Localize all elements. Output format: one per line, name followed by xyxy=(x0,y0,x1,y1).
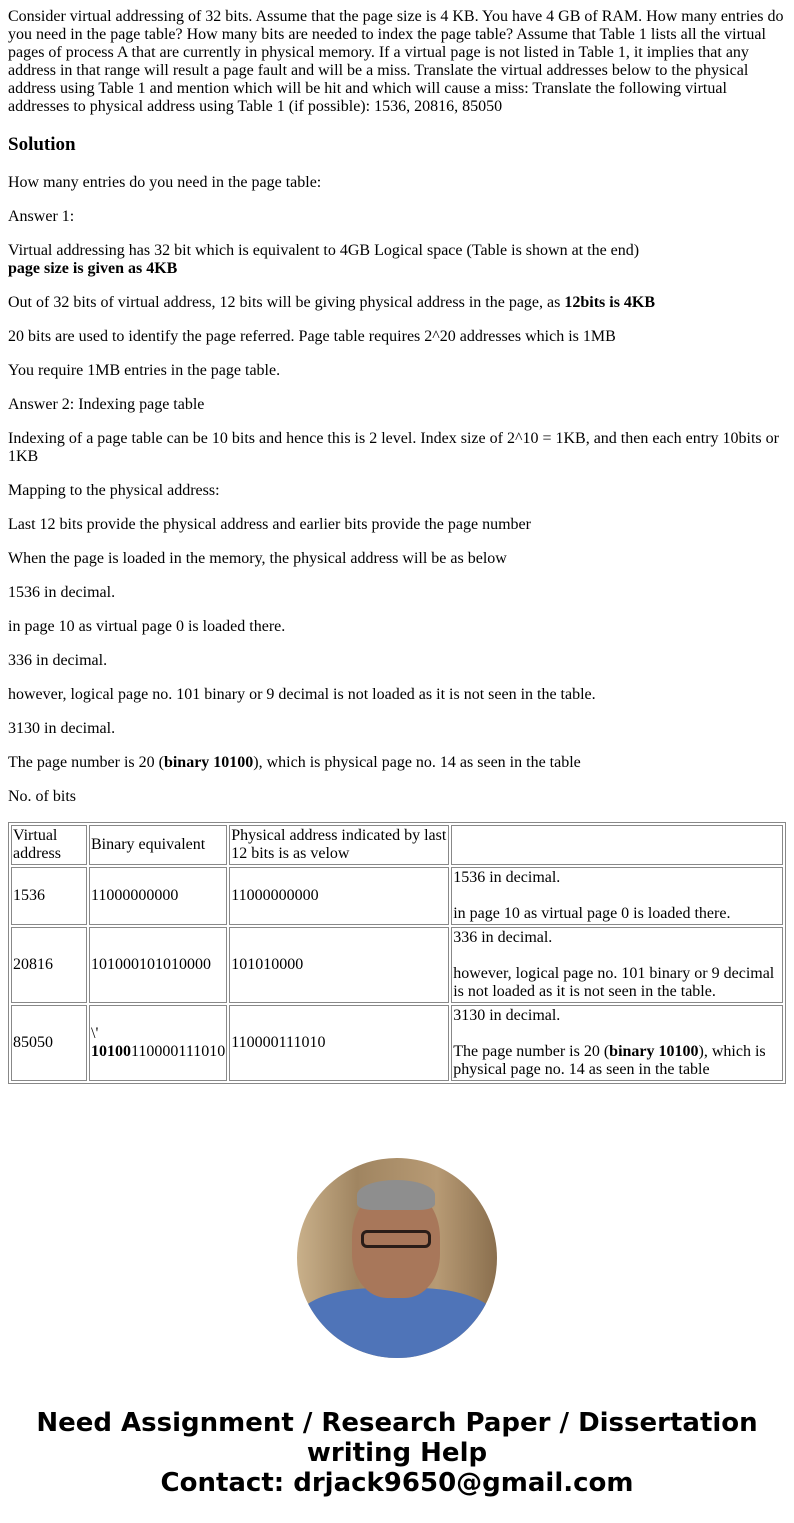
author-photo-container xyxy=(8,1158,786,1358)
text: Out of 32 bits of virtual address, 12 bits will be giving physical address in the page, as xyxy=(8,294,565,311)
author-photo xyxy=(297,1158,497,1358)
bold-text: page size is given as 4KB xyxy=(8,260,178,277)
paragraph: You require 1MB entries in the page table. xyxy=(8,362,281,379)
cell-binary xyxy=(89,1005,227,1081)
paragraph: 1536 in decimal. xyxy=(8,584,116,601)
paragraph: Answer 2: Indexing page table xyxy=(8,396,205,413)
paragraph: How many entries do you need in the page table: xyxy=(8,174,322,191)
footer-line: Need Assignment / Research Paper / Dissertation writing Help xyxy=(36,1408,758,1468)
bold-text: binary 10100 xyxy=(163,754,254,771)
bold-text: binary 10100 xyxy=(609,1043,699,1060)
note: however, logical page no. 101 binary or 9 decimal is not loaded as it is not seen in the table. xyxy=(453,965,775,1000)
paragraph: 336 in decimal. xyxy=(8,652,108,669)
text: Virtual addressing has 32 bit which is equivalent to 4GB Logical space (Table is shown at the end) xyxy=(8,242,640,259)
paragraph: in page 10 as virtual page 0 is loaded there. xyxy=(8,618,286,635)
text: \' xyxy=(91,1025,99,1042)
cell-physical: 101010000 xyxy=(229,927,449,1003)
cell-virtual-address: 1536 xyxy=(11,867,87,925)
text: 110000111010 xyxy=(131,1043,226,1060)
paragraph: No. of bits xyxy=(8,788,76,805)
note: in page 10 as virtual page 0 is loaded there. xyxy=(453,905,731,922)
table-row xyxy=(11,867,783,925)
text: The page number is 20 ( xyxy=(8,754,164,771)
cell-virtual-address: 85050 xyxy=(11,1005,87,1081)
paragraph: Last 12 bits provide the physical address and earlier bits provide the page number xyxy=(8,516,531,533)
question-text: Consider virtual addressing of 32 bits. Assume that the page size is 4 KB. You have 4 GB of RAM. How many entries do you need in the page table? How many bits are needed to index the page table? Assume that Table 1 lists all the virtual pages of process A that are currently in physical memory. If a virtual page is not listed in Table 1, it implies that any address in that range will result a page fault and will be a miss. Translate the virtual addresses below to the physical address using Table 1 and mention which will be hit and which will cause a miss: Translate the following virtual addresses to physical address using Table 1 (if possible): 1536, 20816, 85050 xyxy=(8,8,784,115)
paragraph: 3130 in decimal. xyxy=(8,720,116,737)
cell-notes xyxy=(451,1005,783,1081)
shirt-shape xyxy=(297,1288,497,1358)
address-table xyxy=(8,822,786,1084)
paragraph: Mapping to the physical address: xyxy=(8,482,220,499)
hair-shape xyxy=(357,1180,435,1210)
cell-notes xyxy=(451,867,783,925)
note: 3130 in decimal. xyxy=(453,1007,561,1024)
header-cell xyxy=(451,825,783,865)
glasses-icon xyxy=(361,1230,431,1248)
text: The page number is 20 ( xyxy=(453,1043,610,1060)
paragraph xyxy=(8,754,786,772)
table-row xyxy=(11,1005,783,1081)
cell-physical: 110000111010 xyxy=(229,1005,449,1081)
bold-text: 10100 xyxy=(91,1043,131,1060)
cell-notes xyxy=(451,927,783,1003)
solution-heading: Solution xyxy=(8,134,76,155)
header-cell: Physical address indicated by last 12 bits is as velow xyxy=(229,825,449,865)
bold-text: 12bits is 4KB xyxy=(564,294,656,311)
paragraph: Indexing of a page table can be 10 bits and hence this is 2 level. Index size of 2^10 = 1KB, and then each entry 10bits or 1KB xyxy=(8,430,779,465)
header-cell: Virtual address xyxy=(11,825,87,865)
paragraph xyxy=(8,242,786,278)
footer-contact: Contact: drjack9650@gmail.com xyxy=(160,1468,634,1498)
paragraph: Answer 1: xyxy=(8,208,75,225)
table-header-row xyxy=(11,825,783,865)
note xyxy=(453,1043,781,1079)
note: 336 in decimal. xyxy=(453,929,553,946)
header-cell: Binary equivalent xyxy=(89,825,227,865)
table-row xyxy=(11,927,783,1003)
paragraph: however, logical page no. 101 binary or 9 decimal is not loaded as it is not seen in the table. xyxy=(8,686,596,703)
footer-banner xyxy=(8,1408,786,1498)
paragraph: When the page is loaded in the memory, the physical address will be as below xyxy=(8,550,507,567)
note: 1536 in decimal. xyxy=(453,869,561,886)
cell-binary: 101000101010000 xyxy=(89,927,227,1003)
text: ), which is physical page no. 14 as seen in the table xyxy=(453,1043,766,1078)
text: ), which is physical page no. 14 as seen in the table xyxy=(253,754,581,771)
cell-binary: 11000000000 xyxy=(89,867,227,925)
paragraph xyxy=(8,294,786,312)
paragraph: 20 bits are used to identify the page referred. Page table requires 2^20 addresses which is 1MB xyxy=(8,328,616,345)
cell-physical: 11000000000 xyxy=(229,867,449,925)
cell-virtual-address: 20816 xyxy=(11,927,87,1003)
